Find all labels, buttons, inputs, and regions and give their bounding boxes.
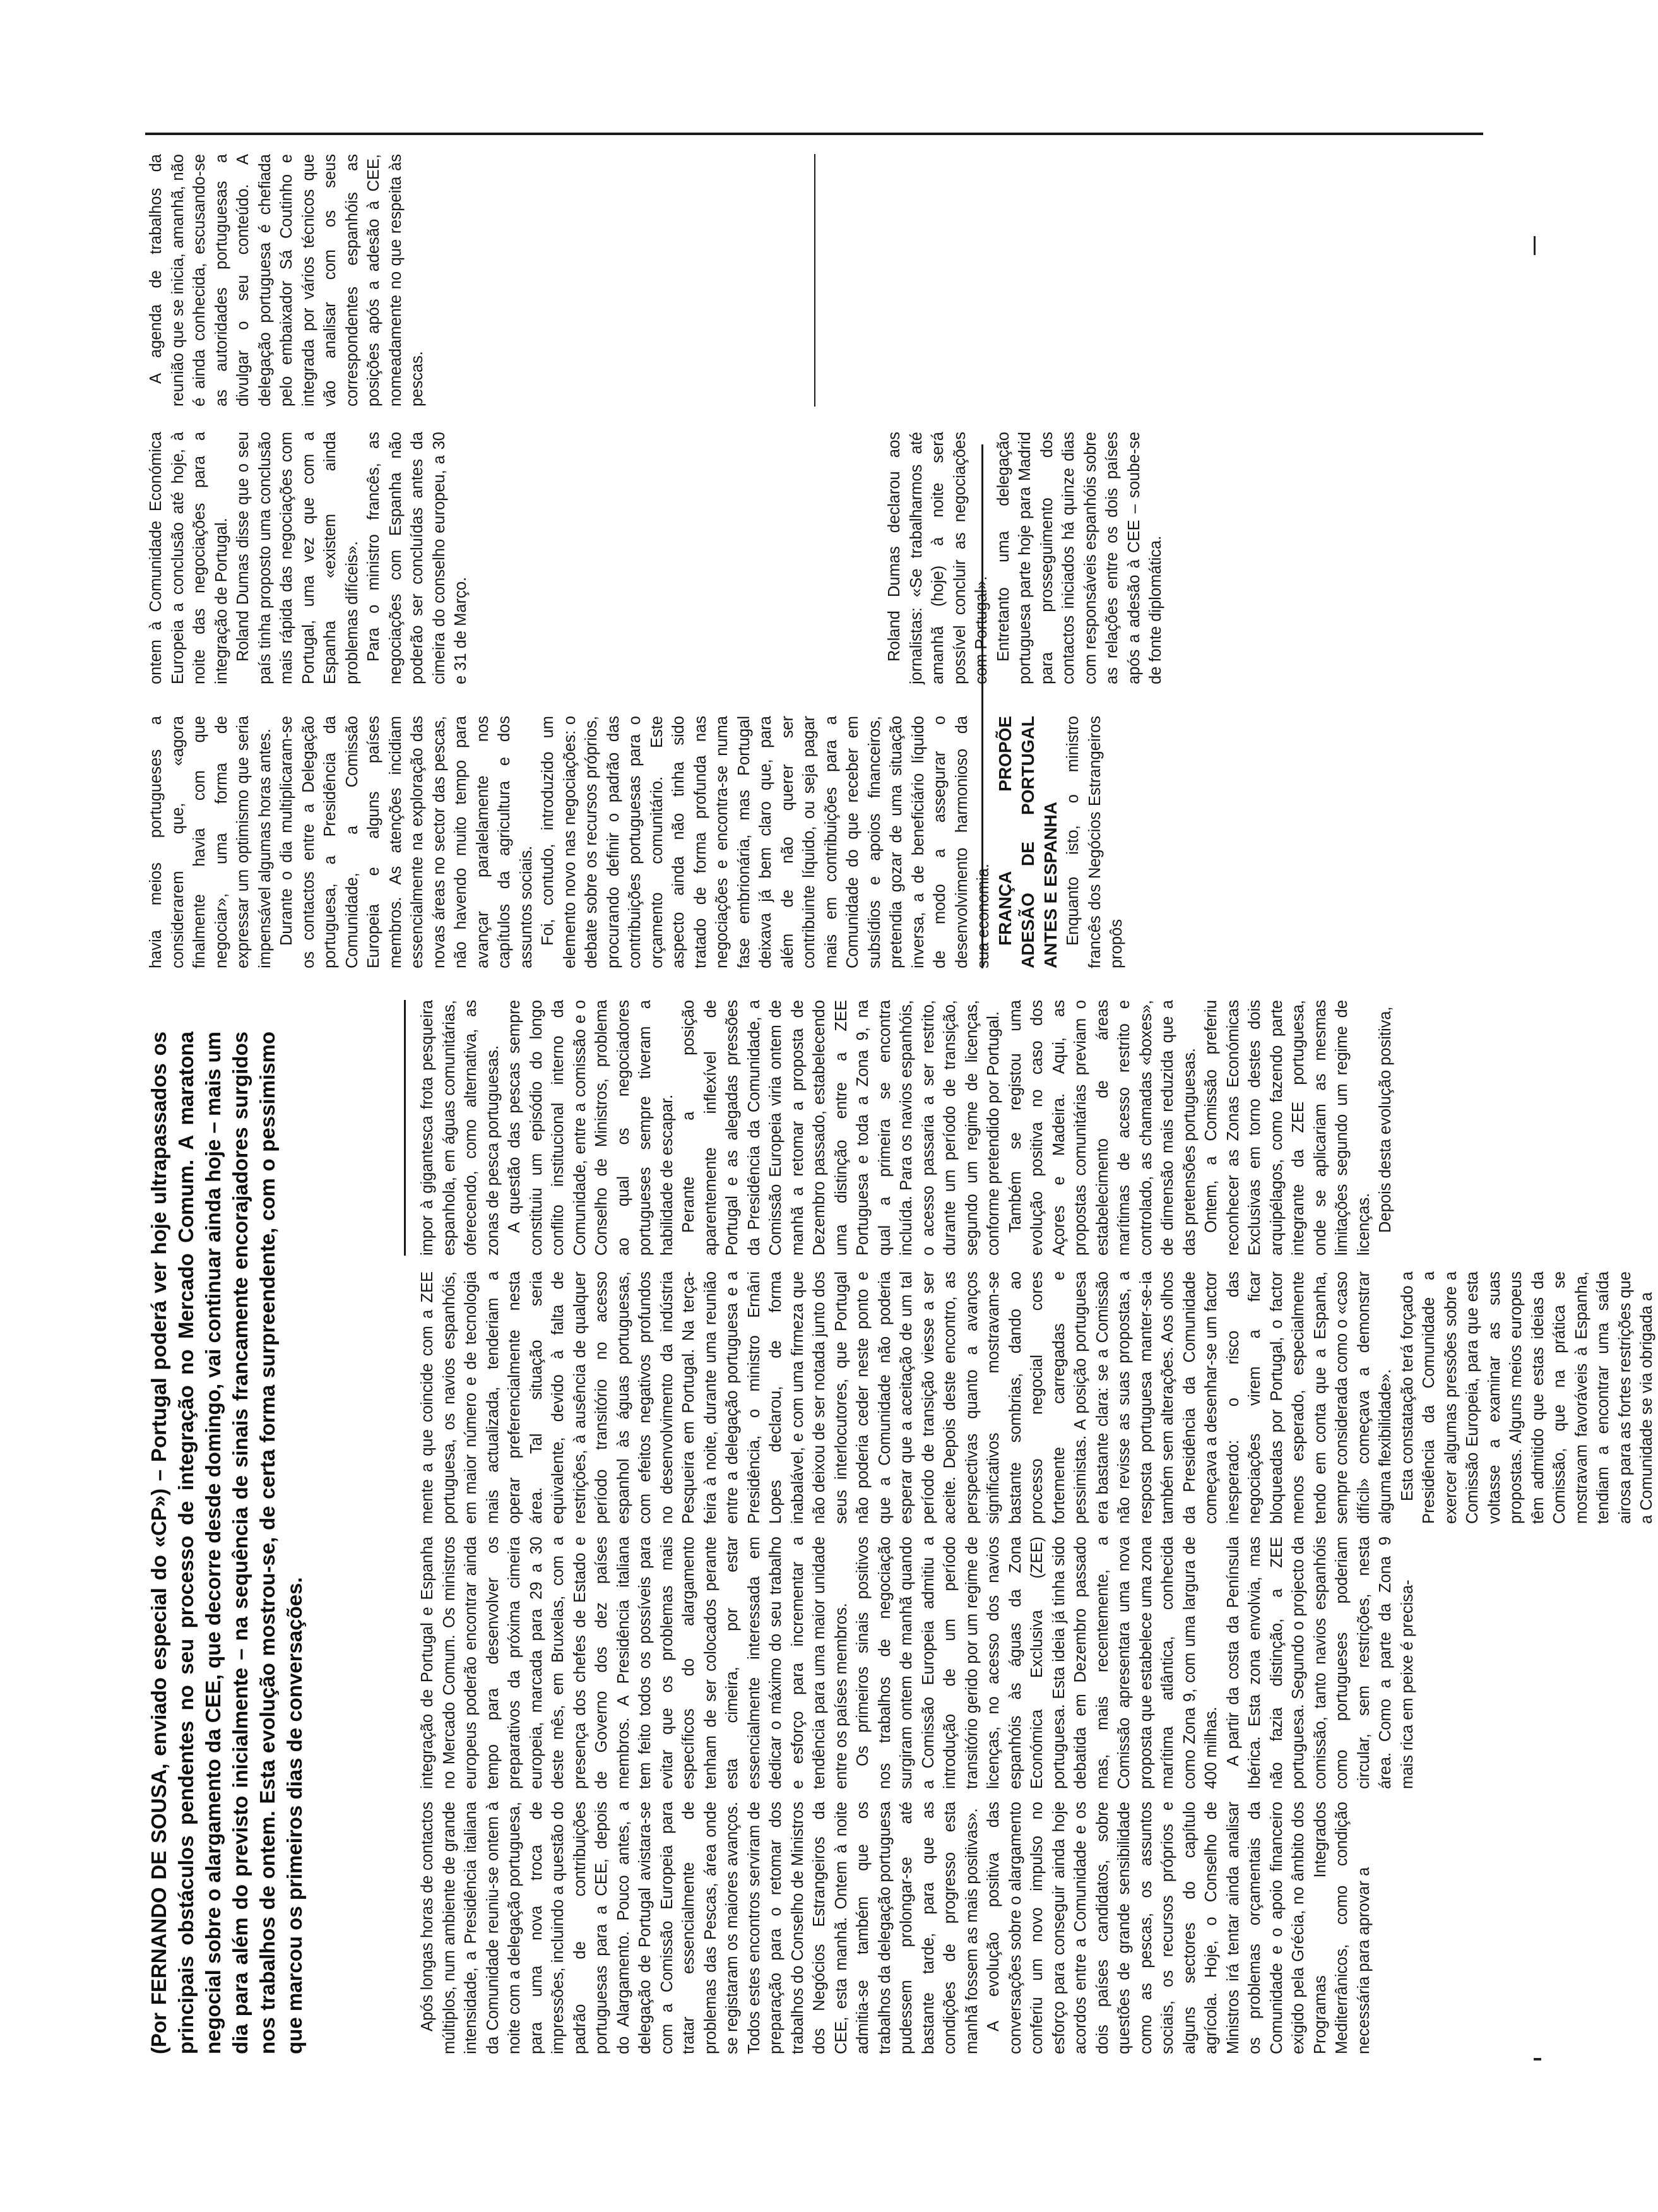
paragraph: A questão das pescas sempre constituiu um episódio do longo conflito institucional interno da Comunidade, entre a comissão e o Conselho de Ministros, problema ao qual os negociadores portugueses sempre tiveram a habilidade de escapar.	[506, 1000, 676, 1256]
paragraph: Roland Dumas declarou aos jornalistas: «Se trabalharmos até amanhã (hoje) à noite será possível concluir as negociações com Portugal».	[885, 432, 990, 684]
article-column-9	[145, 154, 808, 407]
paragraph: Também se registou uma evolução positiva no caso dos Açores e Madeira. Aqui, as propostas comunitárias previam o estabelecimento de áreas marítimas de acesso restrito e controlado, as chamadas «boxes», de dimensão mais reduzida que a das pretensões portuguesas.	[1006, 1000, 1199, 1256]
section-subhead: FRANÇA PROPÕE ADESÃO DE PORTUGAL ANTES E ESPANHA	[995, 716, 1060, 968]
paragraph: Roland Dumas disse que o seu país tinha proposto uma conclusão mais rápida das negociações com Portugal, uma vez que com a Espanha «existem ainda problemas difíceis».	[234, 432, 361, 684]
paragraph: ontem à Comunidade Económica Europeia a conclusão até hoje, à noite das negociações para a integração de Portugal.	[147, 432, 230, 684]
paragraph: Foi, contudo, introduzido um elemento novo nas negociações: o debate sobre os recursos próprios, procurando definir o padrão das contribuições portuguesas para o orçamento comunitário. Este aspecto ainda não tinha sido tratado de forma profunda nas negociações e encontra-se numa fase embrionária, mas Portugal deixava já bem claro que, para além de não querer ser contribuinte líquido, ou seja pagar mais em contribuições para a Comunidade do que receber em subsídios e apoios financeiros, pretendia gozar de uma situação inversa, a de beneficiário líquido de modo a assegurar o desenvolvimento harmonioso da sua economia.	[539, 716, 992, 968]
paragraph: havia meios portugueses a considerarem que, «agora finalmente havia com que negociar», uma forma de expressar um optimismo que seria impensável algumas horas antes.	[147, 716, 274, 968]
paragraph: A partir da costa da Península Ibérica. Esta zona envolvia, mas não fazia distinção, a ZEE portuguesa. Segundo o projecto da comissão, tanto navios espanhóis como portugueses poderiam circular, sem restrições, nesta área. Como a parte da Zona 9 mais rica em peixe é precisa-	[1224, 1537, 1416, 1789]
paragraph: Após longas horas de contactos múltiplos, num ambiente de grande intensidade, a Presidência italiana da Comunidade reuniu-se ontem à noite com a delegação portuguesa, para uma nova troca de impressões, incluindo a questão do padrão de contribuições portuguesas para a CEE, depois do Alargamento. Pouco antes, a delegação de Portugal avistara-se com a Comissão Europeia para tratar essencialmente de problemas das Pescas, área onde se registaram os maiores avanços. Todos estes encontros serviram de preparação para o retomar dos trabalhos do Conselho de Ministros dos Negócios Estrangeiros da CEE, esta manhã. Ontem à noite admitia-se também que os trabalhos da delegação portuguesa pudessem prolongar-se até bastante tarde, para que as condições de progresso esta manhã fossem as mais positivas».	[418, 1802, 981, 2054]
article-column-3	[417, 1271, 1655, 1524]
print-mark	[1534, 2058, 1541, 2060]
paragraph: mente a que coincide com a ZEE portuguesa, os navios espanhóis, em maior número e de tecnologia mais actualizada, tenderiam a operar preferencialmente nesta área. Tal situação seria equivalente, devido à falta de restrições, à ausência de qualquer período transitório no acesso espanhol às águas portuguesas, com efeitos negativos profundos no desenvolvimento da indústria Pesqueira em Portugal. Na terça-feira à noite, durante uma reunião entre a delegação portuguesa e a Presidência, o ministro Ernâni Lopes declarou, de forma inabalável, e com uma firmeza que não deixou de ser notada junto dos seus interlocutores, que Portugal não poderia ceder neste ponto e que a Comunidade não poderia esperar que a aceitação de um tal período de transição viesse a ser aceite. Depois deste encontro, as perspectivas quanto a avanços significativos mostravam-se bastante sombrias, dando ao processo negocial cores fortemente carregadas e pessimistas. A posição portuguesa era bastante clara: se a Comissão não revisse as suas propostas, a resposta portuguesa manter-se-ia também sem alterações. Aos olhos da Presidência da Comunidade começava a desenhar-se um factor inesperado: o risco das negociações virem a ficar bloqueadas por Portugal, o factor menos esperado, especialmente tendo em conta que a Espanha, sempre considerada como o «caso difícil» começava a demonstrar alguma flexibilidade».	[418, 1271, 1394, 1524]
paragraph: impor à gigantesca frota pesqueira espanhola, em águas comunitárias, oferecendo, como alternativa, as zonas de pesca portuguesas.	[418, 1000, 502, 1256]
column-rule	[404, 1000, 406, 1256]
article-column-6	[994, 716, 1549, 968]
print-mark	[1534, 236, 1536, 255]
paragraph: Ontem, a Comissão preferiu reconhecer as Zonas Económicas Exclusivas em torno destes dois arquipélagos, como fazendo parte integrante da ZEE portuguesa, onde se aplicariam as mesmas limitações segundo um regime de licenças.	[1202, 1000, 1373, 1256]
paragraph: Para o ministro francês, as negociações com Espanha não poderão ser concluídas antes da cimeira do conselho europeu, a 30 e 31 de Março.	[365, 432, 470, 684]
column-rule	[145, 133, 1483, 135]
paragraph: Entretanto uma delegação portuguesa parte hoje para Madrid para prosseguimento dos contactos iniciados há quinze dias com responsáveis espanhóis sobre as relações entre os dois países após a adesão à CEE – soube-se de fonte diplomática.	[994, 432, 1164, 684]
paragraph: integração de Portugal e Espanha no Mercado Comum. Os ministros europeus poderão encontrar ainda tempo para desenvolver os preparativos da próxima cimeira europeia, marcada para 29 a 30 deste mês, em Bruxelas, com a presença dos chefes de Estado e de Governo dos dez países membros. A Presidência italiana tem feito todos os possíveis para evitar que os problemas mais específicos do alargamento tenham de ser colocados perante esta cimeira, por estar essencialmente interessada em dedicar o máximo do seu trabalho e esforço para incrementar a tendência para uma maior unidade entre os países membros.	[418, 1537, 850, 1789]
paragraph: Os primeiros sinais positivos nos trabalhos de negociação surgiram ontem de manhã quando a Comissão Europeia admitiu a introdução de um período transitório gerido por um regime de licenças, no acesso dos navios espanhóis às águas da Zona Económica Exclusiva (ZEE) portuguesa. Esta ideia já tinha sido debatida em Dezembro passado mas, mais recentemente, a Comissão apresentara uma nova proposta que estabelece uma zona marítima atlântica, conhecida como Zona 9, com uma largura de 400 milhas.	[854, 1537, 1220, 1789]
article-column-1	[417, 1802, 1546, 2054]
article-column-8	[884, 432, 1540, 684]
article-column-4	[417, 1000, 1546, 1256]
paragraph: A agenda de trabalhos da reunião que se inicia, amanhã, não é ainda conhecida, escusando-se as autoridades portuguesas a divulgar o seu conteúdo. A delegação portuguesa é chefiada pelo embaixador Sá Coutinho e integrada por vários técnicos que vão analisar com os seus correspondentes espanhóis as posições após a adesão à CEE, nomeadamente no que respeita às pescas.	[147, 154, 426, 407]
article-column-5	[145, 716, 992, 968]
article-column-2	[417, 1537, 1546, 1789]
article-column-7	[145, 432, 903, 684]
article-lead: (Por FERNANDO DE SOUSA, enviado especial do «CP») – Portugal poderá ver hoje ultrapassados os principais obstáculos pendentes no seu processo de integração no Mercado Comum. A maratona negocial sobre o alargamento da CEE, que decorre desde domingo, vai continuar ainda hoje – mais um dia para além do previsto inicialmente – na sequência de sinais francamente encorajadores surgidos nos trabalhos de ontem. Esta evolução mostrou-se, de certa forma surpreendente, com o pessimismo que marcou os primeiros dias de conversações.	[147, 1032, 306, 2054]
paragraph: A evolução positiva das conversações sobre o alargamento conferiu um novo impulso no esforço para conseguir ainda hoje acordos entre a Comunidade e os dois países candidatos, sobre questões de grande sensibilidade como as pescas, os assuntos sociais, os recursos próprios e alguns sectores do capítulo agrícola. Hoje, o Conselho de Ministros irá tentar ainda analisar os problemas orçamentais da Comunidade e o apoio financeiro exigido pela Grécia, no âmbito dos Programas Integrados Mediterrânicos, como condição necessária para aprovar a	[985, 1802, 1373, 2054]
paragraph: Depois desta evolução positiva,	[1377, 1006, 1394, 1233]
paragraph: Enquanto isto, o ministro francês dos Negócios Estrangeiros propôs	[1064, 716, 1125, 968]
paragraph: Esta constatação terá forçado a Presidência da Comunidade a exercer algumas pressões sobre a Comissão Europeia, para que esta voltasse a examinar as suas propostas. Alguns meios europeus têm admitido que estas ideias da Comissão, que na prática se mostravam favoráveis à Espanha, tendiam a encontrar uma saída airosa para as fortes restrições que a Comunidade se via obrigada a	[1398, 1271, 1655, 1524]
column-rule	[814, 154, 815, 407]
paragraph: Perante a posição aparentemente inflexível de Portugal e as alegadas pressões da Presidência da Comunidade, a Comissão Europeia viria ontem de manhã a retomar a proposta de Dezembro passado, estabelecendo uma distinção entre a ZEE Portuguesa e toda a Zona 9, na qual a primeira se encontra incluída. Para os navios espanhóis, o acesso passaria a ser restrito, durante um período de transição, segundo um regime de licenças, conforme pretendido por Portugal.	[680, 1000, 1002, 1256]
paragraph: Durante o dia multiplicaram-se os contactos entre a Delegação portuguesa, a Presidência da Comunidade, a Comissão Europeia e alguns países membros. As atenções incidiam essencialmente na exploração das novas áreas no sector das pescas, não havendo muito tempo para avançar paralelamente nos capítulos da agricultura e dos assuntos sociais.	[278, 716, 535, 968]
